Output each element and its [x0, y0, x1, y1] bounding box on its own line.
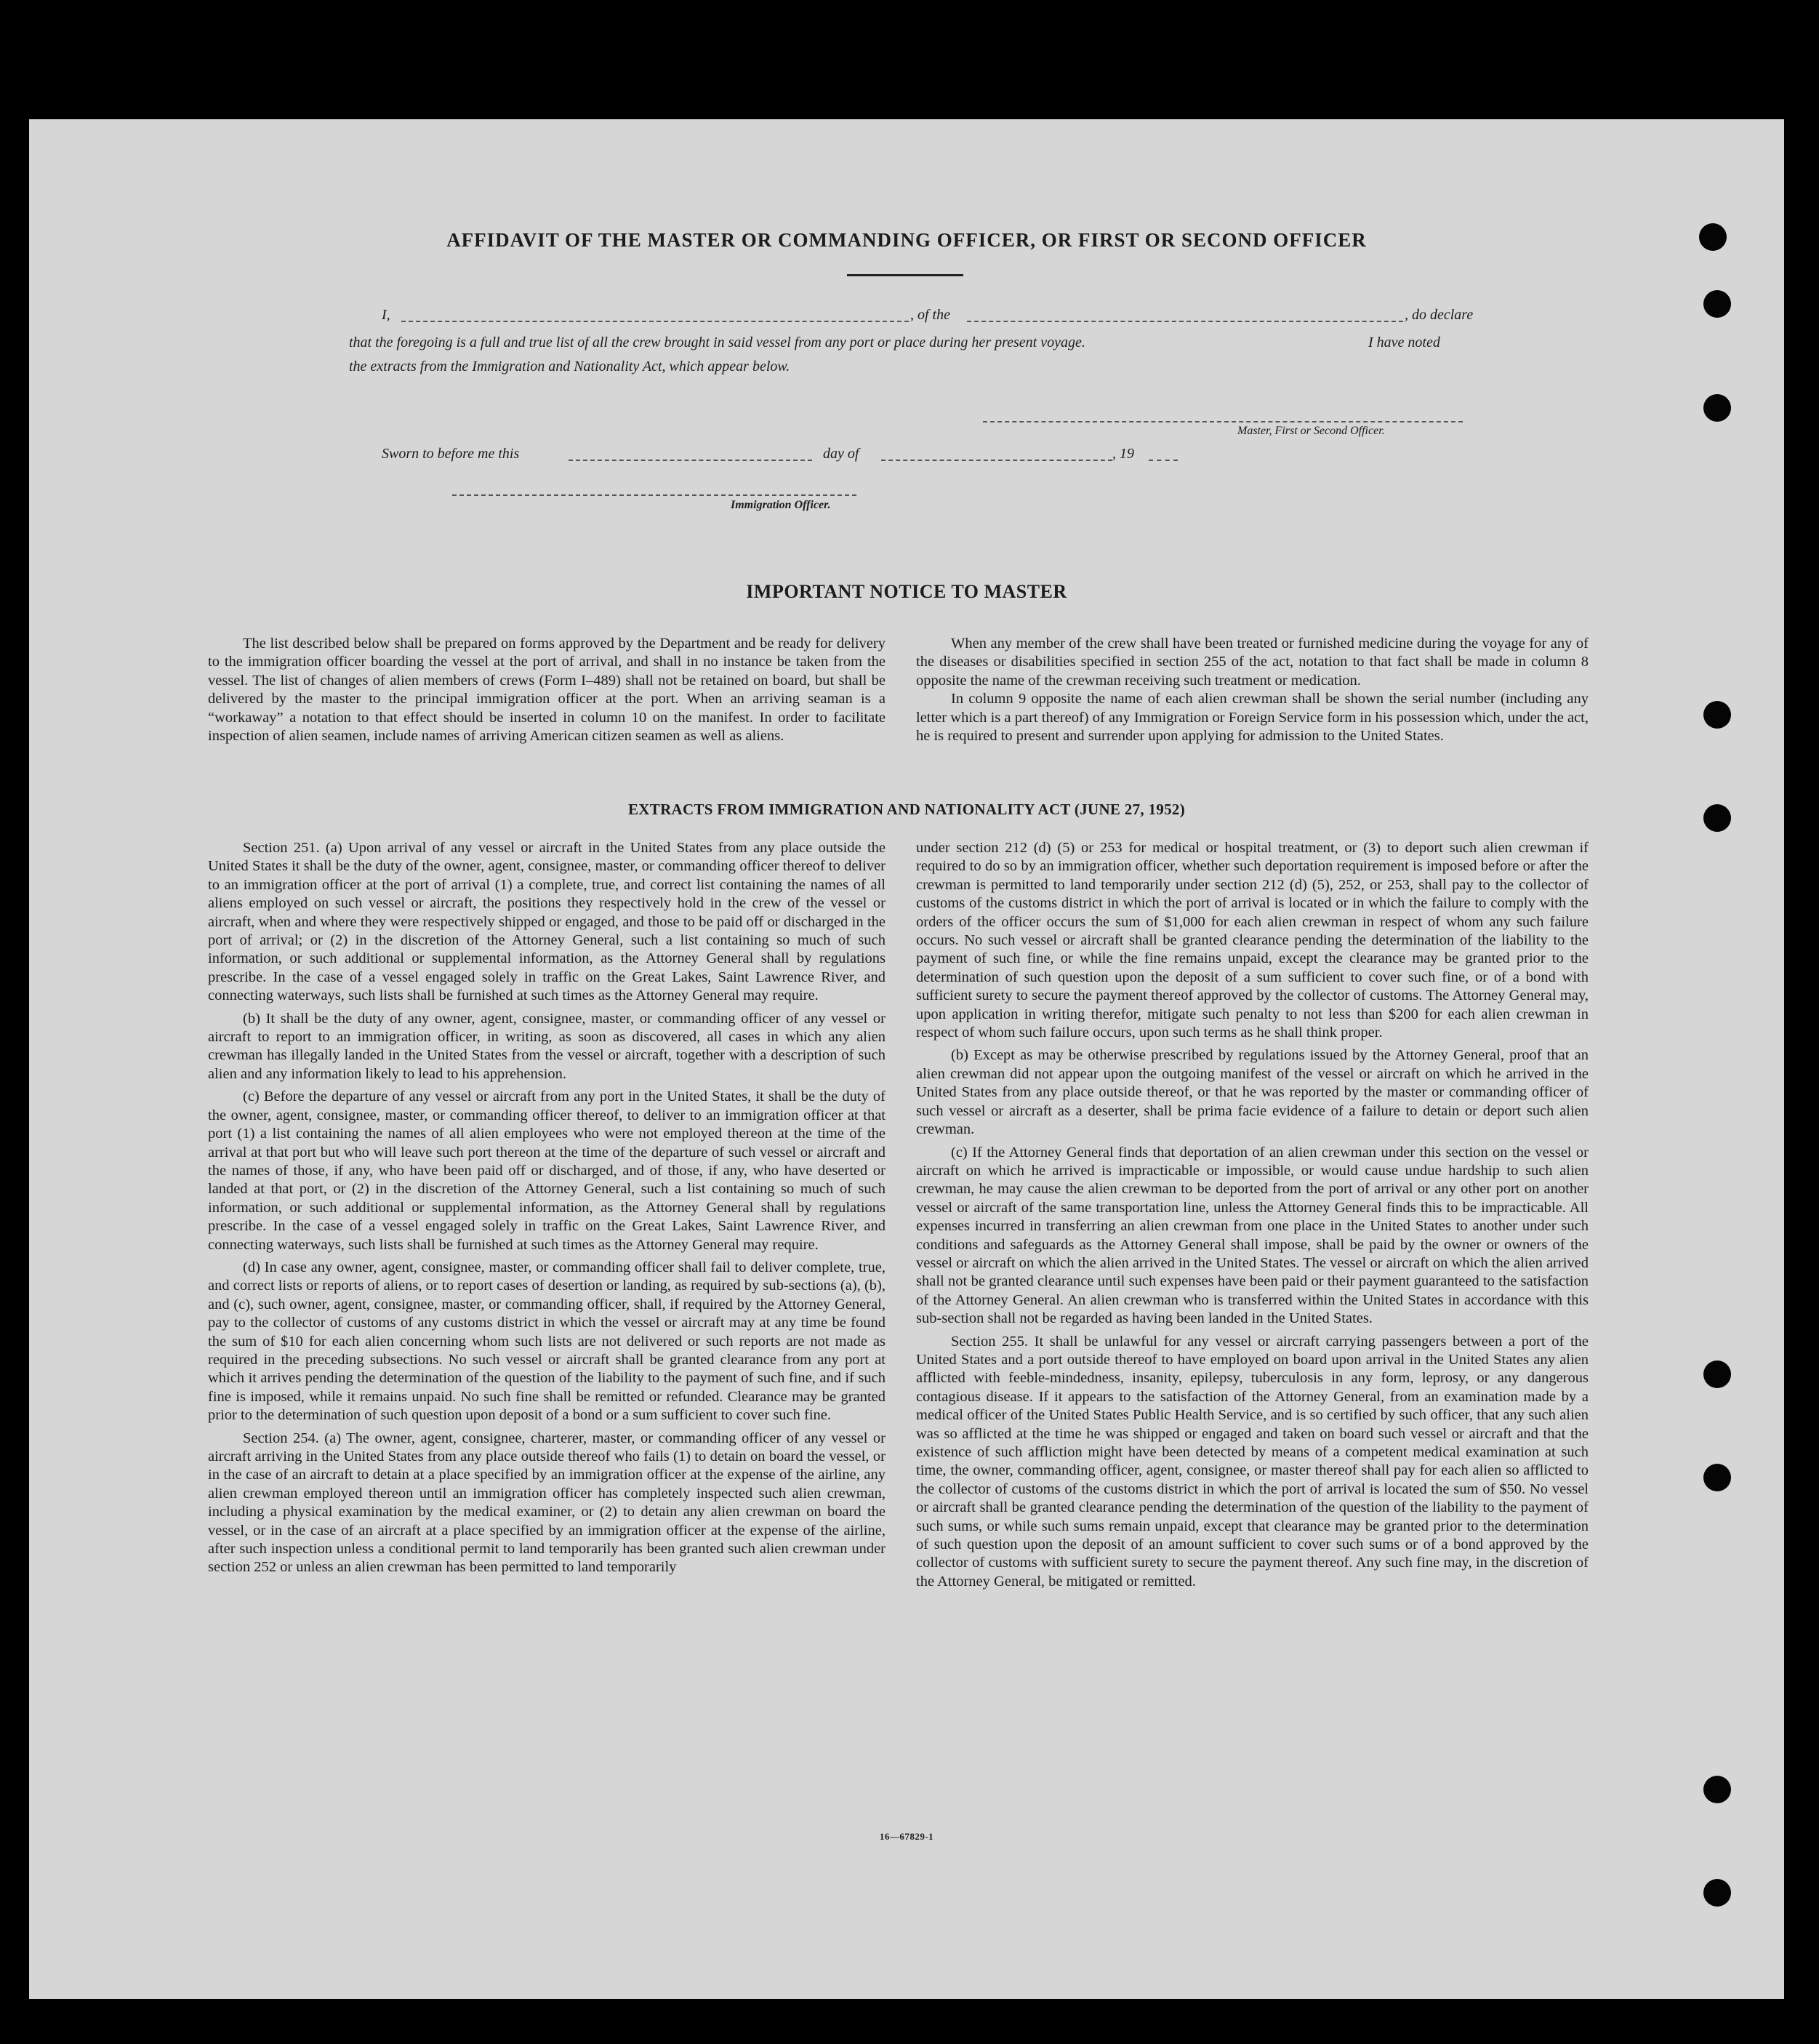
- year-label: , 19: [1112, 446, 1134, 462]
- affidavit-of-the: , of the: [910, 307, 950, 323]
- binder-hole: [1703, 394, 1731, 422]
- extracts-title: EXTRACTS FROM IMMIGRATION AND NATIONALITY ACT (JUNE 27, 1952): [628, 801, 1185, 818]
- affidavit-line-2: that the foregoing is a full and true list of all the crew brought in said vessel from any port or place during her present voyage.: [349, 334, 1085, 350]
- form-number: 16—67829-1: [879, 1831, 934, 1842]
- document-page: [29, 119, 1784, 1999]
- binder-hole: [1703, 701, 1731, 729]
- binder-hole: [1703, 290, 1731, 318]
- officer-caption: Immigration Officer.: [731, 499, 831, 511]
- notice-right-text-2: In column 9 opposite the name of each alien crewman shall be shown the serial number (including any letter which is a part thereof) of any Immigration or Foreign Service form in his possession which, under the act, he is required to present and surrender upon applying for admission to the United States.: [916, 691, 1589, 745]
- sworn-label: Sworn to before me this: [382, 446, 520, 462]
- notice-right-text-1: When any member of the crew shall have been treated or furnished medicine during the voyage for any of the diseases or disabilities specified in section 255 of the act, notation to that fact shall be made in column 8 opposite the name of the crewman receiving such treatment or medication.: [916, 636, 1589, 689]
- section-254-b: (b) Except as may be otherwise prescribed by regulations issued by the Attorney General, proof that an alien crewman did not appear upon the outgoing manifest of the vessel or aircraft on which he arrived in the United States from any place outside thereof, or that he was reported by the master or commanding officer of such vessel or aircraft as a deserter, shall be prima facie evidence of a failure to detain or deport such alien crewman.: [916, 1047, 1589, 1138]
- affidavit-declare: , do declare: [1405, 307, 1474, 323]
- section-251-b: (b) It shall be the duty of any owner, agent, consignee, master, or commanding officer of any vessel or aircraft to report to an immigration officer, in writing, as soon as discovered, all cases in which any alien crewman has illegally landed in the United States from the vessel or aircraft, together with a description of such alien and any information likely to lead to his apprehension.: [208, 1010, 886, 1082]
- binder-hole: [1703, 1879, 1731, 1907]
- master-signature-line: [983, 421, 1463, 422]
- binder-hole: [1703, 1464, 1731, 1491]
- extracts-right-column: [916, 839, 1589, 1595]
- officer-signature-line: [452, 494, 856, 496]
- binder-hole: [1703, 1776, 1731, 1803]
- section-251-c: (c) Before the departure of any vessel or aircraft from any port in the United States, it shall be the duty of the owner, agent, consignee, master, or commanding officer thereof, to deliver to an immigration officer at that port (1) a list containing the names of all alien employees who were not employed thereon at the time of the arrival at that port but who will leave such port thereon at the time of the departure of such vessel or aircraft and the names of those, if any, who have been paid off or discharged, and of those, if any, who have deserted or landed at that port, or (2) in the discretion of the Attorney General, such a list containing so much of such information, or such additional or supplemental information, as the Attorney General shall by regulations prescribe. In the case of a vessel engaged solely in traffic on the Great Lakes, Saint Lawrence River, and connecting waterways, such lists shall be furnished at such times as the Attorney General may require.: [208, 1089, 886, 1253]
- month-blank-line: [881, 460, 1112, 461]
- vessel-blank-line: [967, 321, 1403, 322]
- affidavit-line-3: the extracts from the Immigration and Nationality Act, which appear below.: [349, 358, 790, 374]
- master-caption: Master, First or Second Officer.: [1237, 425, 1385, 437]
- binder-hole: [1703, 804, 1731, 832]
- notice-left-text: The list described below shall be prepared on forms approved by the Department and be ready for delivery to the immigration officer boarding the vessel at the port of arrival, and shall in no instance be taken from the vessel. The list of changes of alien members of crews (Form I–489) shall not be retained on board, but shall be delivered by the master to the principal immigration officer at the port. When an arriving seaman is a “workaway” a notation to that effect should be inserted in column 10 on the manifest. In order to facilitate inspection of alien seamen, include names of arriving American citizen seamen as well as aliens.: [208, 636, 886, 745]
- section-254-a-continued: under section 212 (d) (5) or 253 for medical or hospital treatment, or (3) to deport such alien crewman if required to do so by an immigration officer, whether such deportation requirement is imposed before or after the crewman is permitted to land temporarily under section 212 (d) (5), 252, or 253, shall pay to the collector of customs of the customs district in which the port of arrival is located or in which the failure to comply with the orders of the officer occurs the sum of $1,000 for each alien crewman in respect of whom any such failure occurs. No such vessel or aircraft shall be granted clearance pending the determination of the liability to the payment of such fine, or while the fine remains unpaid, except the clearance may be granted prior to the determination of such question upon the deposit of a sum sufficient to cover such fine, or of a bond with sufficient surety to secure the payment thereof approved by the collector of customs. The Attorney General may, upon application in writing therefor, mitigate such penalty to not less than $200 for each alien crewman in respect of whom such failure occurs, upon such terms as he shall think proper.: [916, 840, 1589, 1041]
- section-254-c: (c) If the Attorney General finds that deportation of an alien crewman under this section on the vessel or aircraft on which he arrived is impracticable or impossible, or would cause undue hardship to such alien crewman, he may cause the alien crewman to be deported from the port of arrival or any other port on another vessel or aircraft of the same transportation line, unless the Attorney General finds this to be impracticable. All expenses incurred in transferring an alien crewman from one place in the United States to another under such conditions and safeguards as the Attorney General shall impose, shall be paid by the owner or owners of the vessel or aircraft on which the alien arrived in the United States. The vessel or aircraft on which the alien arrived shall not be granted clearance until such expenses have been paid or their payment guaranteed to the satisfaction of the Attorney General. An alien crewman who is transferred within the United States in accordance with this sub-section shall not be regarded as having been landed in the United States.: [916, 1144, 1589, 1327]
- notice-left-column: [208, 635, 886, 750]
- affidavit-i: I,: [382, 307, 390, 323]
- name-blank-line: [401, 321, 909, 322]
- year-blank-line: [1149, 460, 1178, 461]
- section-254-a: Section 254. (a) The owner, agent, consignee, charterer, master, or commanding officer of any vessel or aircraft arriving in the United States from any place outside thereof who fails (1) to detain on board the vessel, or in the case of an aircraft to detain at a place specified by an immigration officer at the expense of the airline, any alien crewman employed thereon until an immigration officer has completely inspected such alien crewman, including a physical examination by the medical examiner, or (2) to detain any alien crewman on board the vessel, or in the case of an aircraft at a place specified by an immigration officer at the expense of the airline, after such inspection unless a conditional permit to land temporarily has been granted such alien crewman under section 252 or unless an alien crewman has been permitted to land temporarily: [208, 1430, 886, 1576]
- section-251-d: (d) In case any owner, agent, consignee, master, or commanding officer shall fail to deliver complete, true, and correct lists or reports of aliens, or to report cases of desertion or landing, as required by sub-sections (a), (b), and (c), such owner, agent, consignee, master, or commanding officer, shall, if required by the Attorney General, pay to the collector of customs of any customs district in which the vessel or aircraft may at any time be found the sum of $10 for each alien concerning whom such lists are not delivered or such reports are not made as required in the preceding subsections. No such vessel or aircraft shall be granted clearance from any port at which it arrives pending the determination of the question of the liability to the payment of such fine, and if such fine is imposed, while it remains unpaid. No such fine shall be remitted or refunded. Clearance may be granted prior to the determination of such question upon deposit of a bond or a sum sufficient to cover such fine.: [208, 1259, 886, 1424]
- title-rule: [847, 274, 963, 276]
- binder-hole: [1703, 1360, 1731, 1388]
- section-251-a: Section 251. (a) Upon arrival of any vessel or aircraft in the United States from any place outside the United States it shall be the duty of the owner, agent, consignee, master, or commanding officer thereof to deliver to an immigration officer at the port of arrival (1) a complete, true, and correct list containing the names of all aliens employed on such vessel or aircraft, the positions they respectively hold in the crew of the vessel or aircraft, when and where they were respectively shipped or engaged, and those to be paid off or discharged in the port of arrival; or (2) in the discretion of the Attorney General, such a list containing so much of such information, or such additional or supplemental information, as the Attorney General shall by regulations prescribe. In the case of a vessel engaged solely in traffic on the Great Lakes, Saint Lawrence River, and connecting waterways, such lists shall be furnished at such times as the Attorney General may require.: [208, 840, 886, 1004]
- section-255: Section 255. It shall be unlawful for any vessel or aircraft carrying passengers between a port of the United States and a port outside thereof to have employed on board upon arrival in the United States any alien afflicted with feeble-mindedness, insanity, epilepsy, tuberculosis in any form, leprosy, or any dangerous contagious disease. If it appears to the satisfaction of the Attorney General, from an examination made by a medical officer of the United States Public Health Service, and is so certified by such officer, that any such alien was so afflicted at the time he was shipped or engaged and taken on board such vessel or aircraft and that the existence of such affliction might have been detected by means of a competent medical examination at such time, the owner, commanding officer, agent, consignee, or master thereof shall pay for each alien so afflicted to the collector of customs of the customs district in which the port of arrival is located the sum of $50. No vessel or aircraft shall be granted clearance pending the determination of the question of the liability to the payment of such sums, or while such sums remain unpaid, except that clearance may be granted prior to the determination of such question upon the deposit of an amount sufficient to cover such sums or of a bond approved by the collector of customs with sufficient surety to secure the payment thereof. Any such fine may, in the discretion of the Attorney General, be mitigated or remitted.: [916, 1333, 1589, 1590]
- binder-hole: [1699, 223, 1727, 251]
- notice-title: IMPORTANT NOTICE TO MASTER: [746, 581, 1067, 602]
- affidavit-noted: I have noted: [1368, 334, 1440, 350]
- day-of-label: day of: [823, 446, 859, 462]
- sworn-date-line: [569, 460, 812, 461]
- affidavit-title: AFFIDAVIT OF THE MASTER OR COMMANDING OFFICER, OR FIRST OR SECOND OFFICER: [446, 229, 1367, 251]
- notice-right-column: [916, 635, 1589, 750]
- extracts-left-column: [208, 839, 886, 1582]
